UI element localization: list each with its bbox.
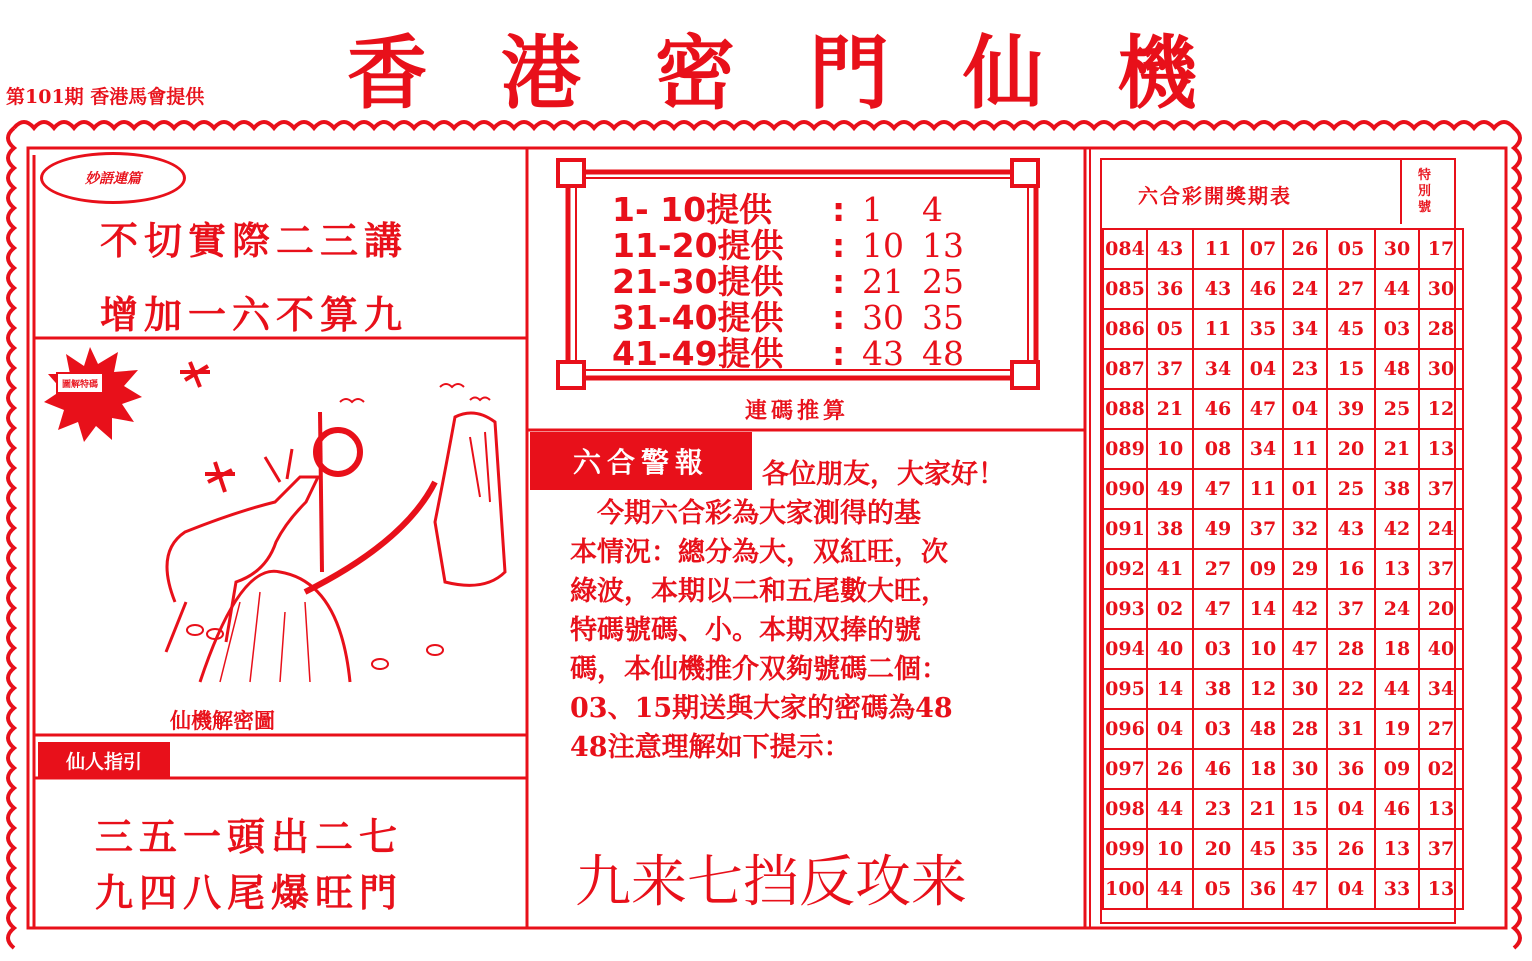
number-cell: 38 bbox=[1147, 509, 1193, 549]
range-label: 41-49提供 bbox=[612, 334, 784, 373]
table-row bbox=[1103, 469, 1463, 509]
number-cell: 27 bbox=[1193, 549, 1243, 589]
issue-cell: 094 bbox=[1103, 629, 1147, 669]
range-label: 21-30提供 bbox=[612, 262, 784, 301]
number-cell: 30 bbox=[1375, 229, 1419, 269]
guide-line-1: 三五一頭出二七 bbox=[95, 814, 404, 859]
table-row bbox=[1103, 589, 1463, 629]
number-cell: 39 bbox=[1327, 389, 1375, 429]
issue-cell: 093 bbox=[1103, 589, 1147, 629]
number-cell: 04 bbox=[1147, 709, 1193, 749]
number-cell: 37 bbox=[1147, 349, 1193, 389]
table-row bbox=[1103, 629, 1463, 669]
range-value-b: 48 bbox=[922, 334, 964, 373]
title-char: 門 bbox=[809, 26, 889, 120]
number-cell: 31 bbox=[1327, 709, 1375, 749]
range-row bbox=[612, 300, 982, 336]
issue-cell: 089 bbox=[1103, 429, 1147, 469]
table-row bbox=[1103, 269, 1463, 309]
number-cell: 28 bbox=[1283, 709, 1327, 749]
paragraph-line: 特碼號碼、小。本期双捧的號 bbox=[570, 615, 921, 646]
number-cell: 02 bbox=[1419, 749, 1463, 789]
number-cell: 46 bbox=[1193, 389, 1243, 429]
number-cell: 41 bbox=[1147, 549, 1193, 589]
number-cell: 01 bbox=[1283, 469, 1327, 509]
issue-cell: 096 bbox=[1103, 709, 1147, 749]
range-colon: : bbox=[832, 190, 846, 229]
number-cell: 11 bbox=[1243, 469, 1283, 509]
image-badge: 圖解特碼 bbox=[56, 372, 104, 394]
guide-line-2: 九四八尾爆旺門 bbox=[95, 870, 404, 915]
issue-cell: 085 bbox=[1103, 269, 1147, 309]
number-cell: 15 bbox=[1283, 789, 1327, 829]
number-cell: 47 bbox=[1283, 869, 1327, 909]
number-cell: 24 bbox=[1375, 589, 1419, 629]
number-cell: 17 bbox=[1419, 229, 1463, 269]
number-cell: 37 bbox=[1243, 509, 1283, 549]
number-cell: 36 bbox=[1243, 869, 1283, 909]
number-cell: 37 bbox=[1419, 469, 1463, 509]
issue-cell: 087 bbox=[1103, 349, 1147, 389]
number-cell: 03 bbox=[1375, 309, 1419, 349]
number-cell: 44 bbox=[1375, 669, 1419, 709]
number-cell: 05 bbox=[1327, 229, 1375, 269]
table-row bbox=[1103, 789, 1463, 829]
number-cell: 30 bbox=[1283, 749, 1327, 789]
number-cell: 47 bbox=[1193, 589, 1243, 629]
table-row bbox=[1103, 229, 1463, 269]
paragraph-line: 綠波，本期以二和五尾數大旺， bbox=[570, 576, 948, 607]
number-cell: 26 bbox=[1327, 829, 1375, 869]
number-cell: 25 bbox=[1327, 469, 1375, 509]
number-cell: 08 bbox=[1193, 429, 1243, 469]
number-cell: 15 bbox=[1327, 349, 1375, 389]
ranges-list bbox=[612, 192, 982, 372]
paragraph-line: 48注意理解如下提示： bbox=[570, 732, 851, 763]
history-title: 六合彩開獎期表 bbox=[1138, 184, 1292, 208]
number-cell: 16 bbox=[1327, 549, 1375, 589]
number-cell: 42 bbox=[1375, 509, 1419, 549]
number-cell: 34 bbox=[1193, 349, 1243, 389]
history-table bbox=[1102, 228, 1464, 910]
issue-cell: 092 bbox=[1103, 549, 1147, 589]
number-cell: 05 bbox=[1193, 869, 1243, 909]
range-row bbox=[612, 228, 982, 264]
number-cell: 46 bbox=[1243, 269, 1283, 309]
number-cell: 37 bbox=[1327, 589, 1375, 629]
number-cell: 13 bbox=[1375, 549, 1419, 589]
table-row bbox=[1103, 509, 1463, 549]
number-cell: 22 bbox=[1327, 669, 1375, 709]
number-cell: 23 bbox=[1193, 789, 1243, 829]
issue-cell: 100 bbox=[1103, 869, 1147, 909]
number-cell: 03 bbox=[1193, 629, 1243, 669]
range-value-a: 21 bbox=[862, 262, 904, 301]
issue-cell: 097 bbox=[1103, 749, 1147, 789]
paragraph-line: 03、15期送與大家的密碼為48 bbox=[570, 693, 953, 724]
image-caption: 仙機解密圖 bbox=[170, 708, 275, 733]
number-cell: 32 bbox=[1283, 509, 1327, 549]
number-cell: 10 bbox=[1147, 429, 1193, 469]
number-cell: 34 bbox=[1243, 429, 1283, 469]
number-cell: 05 bbox=[1147, 309, 1193, 349]
range-value-a: 10 bbox=[862, 226, 904, 265]
table-row bbox=[1103, 669, 1463, 709]
number-cell: 43 bbox=[1327, 509, 1375, 549]
number-cell: 35 bbox=[1283, 829, 1327, 869]
number-cell: 24 bbox=[1419, 509, 1463, 549]
number-cell: 46 bbox=[1375, 789, 1419, 829]
range-row bbox=[612, 336, 982, 372]
number-cell: 11 bbox=[1283, 429, 1327, 469]
number-cell: 35 bbox=[1243, 309, 1283, 349]
range-value-a: 30 bbox=[862, 298, 904, 337]
number-cell: 19 bbox=[1375, 709, 1419, 749]
number-cell: 29 bbox=[1283, 549, 1327, 589]
number-cell: 33 bbox=[1375, 869, 1419, 909]
number-cell: 02 bbox=[1147, 589, 1193, 629]
number-cell: 12 bbox=[1243, 669, 1283, 709]
number-cell: 43 bbox=[1147, 229, 1193, 269]
number-cell: 14 bbox=[1147, 669, 1193, 709]
number-cell: 10 bbox=[1147, 829, 1193, 869]
number-cell: 13 bbox=[1419, 789, 1463, 829]
illustration bbox=[40, 342, 520, 702]
number-cell: 28 bbox=[1419, 309, 1463, 349]
range-value-b: 4 bbox=[922, 190, 943, 229]
number-cell: 43 bbox=[1193, 269, 1243, 309]
range-colon: : bbox=[832, 226, 846, 265]
number-cell: 34 bbox=[1419, 669, 1463, 709]
range-colon: : bbox=[832, 298, 846, 337]
number-cell: 26 bbox=[1147, 749, 1193, 789]
issue-cell: 088 bbox=[1103, 389, 1147, 429]
number-cell: 27 bbox=[1327, 269, 1375, 309]
number-cell: 34 bbox=[1283, 309, 1327, 349]
issue-cell: 098 bbox=[1103, 789, 1147, 829]
number-cell: 30 bbox=[1419, 349, 1463, 389]
number-cell: 24 bbox=[1283, 269, 1327, 309]
number-cell: 38 bbox=[1375, 469, 1419, 509]
guide-tag: 仙人指引 bbox=[38, 742, 170, 778]
number-cell: 26 bbox=[1283, 229, 1327, 269]
number-cell: 21 bbox=[1147, 389, 1193, 429]
issue-label: 第101期 香港馬會提供 bbox=[6, 86, 205, 108]
table-row bbox=[1103, 349, 1463, 389]
table-row bbox=[1103, 869, 1463, 909]
number-cell: 04 bbox=[1327, 869, 1375, 909]
range-value-b: 25 bbox=[922, 262, 964, 301]
number-cell: 21 bbox=[1375, 429, 1419, 469]
hint-text: 九来七挡反攻来 bbox=[575, 850, 967, 915]
number-cell: 49 bbox=[1193, 509, 1243, 549]
special-label: 特別號 bbox=[1418, 168, 1432, 215]
number-cell: 09 bbox=[1375, 749, 1419, 789]
table-row bbox=[1103, 709, 1463, 749]
number-cell: 21 bbox=[1243, 789, 1283, 829]
paragraph-line: 今期六合彩為大家測得的基 bbox=[570, 498, 921, 529]
number-cell: 37 bbox=[1419, 829, 1463, 869]
greeting: 各位朋友，大家好！ bbox=[762, 459, 1005, 490]
riddle-line-2: 增加一六不算九 bbox=[100, 292, 409, 337]
alert-paragraph bbox=[570, 494, 953, 767]
number-cell: 48 bbox=[1243, 709, 1283, 749]
range-value-a: 1 bbox=[862, 190, 883, 229]
number-cell: 20 bbox=[1419, 589, 1463, 629]
table-row bbox=[1103, 549, 1463, 589]
issue-cell: 099 bbox=[1103, 829, 1147, 869]
table-row bbox=[1103, 389, 1463, 429]
number-cell: 47 bbox=[1283, 629, 1327, 669]
number-cell: 13 bbox=[1419, 869, 1463, 909]
title-char: 香 bbox=[347, 26, 427, 120]
range-colon: : bbox=[832, 262, 846, 301]
range-value-b: 35 bbox=[922, 298, 964, 337]
number-cell: 38 bbox=[1193, 669, 1243, 709]
issue-cell: 095 bbox=[1103, 669, 1147, 709]
table-row bbox=[1103, 429, 1463, 469]
range-colon: : bbox=[832, 334, 846, 373]
number-cell: 46 bbox=[1193, 749, 1243, 789]
number-cell: 14 bbox=[1243, 589, 1283, 629]
number-cell: 04 bbox=[1283, 389, 1327, 429]
number-cell: 40 bbox=[1147, 629, 1193, 669]
title-char: 港 bbox=[501, 26, 581, 120]
number-cell: 36 bbox=[1147, 269, 1193, 309]
number-cell: 28 bbox=[1327, 629, 1375, 669]
number-cell: 11 bbox=[1193, 309, 1243, 349]
title-char: 機 bbox=[1117, 26, 1197, 120]
paragraph-line: 碼，本仙機推介双夠號碼二個： bbox=[570, 654, 948, 685]
range-label: 1- 10提供 bbox=[612, 190, 773, 229]
number-cell: 11 bbox=[1193, 229, 1243, 269]
number-cell: 13 bbox=[1375, 829, 1419, 869]
range-value-a: 43 bbox=[862, 334, 904, 373]
number-cell: 04 bbox=[1243, 349, 1283, 389]
number-cell: 18 bbox=[1243, 749, 1283, 789]
number-cell: 18 bbox=[1375, 629, 1419, 669]
number-cell: 44 bbox=[1375, 269, 1419, 309]
number-cell: 10 bbox=[1243, 629, 1283, 669]
number-cell: 42 bbox=[1283, 589, 1327, 629]
number-cell: 36 bbox=[1327, 749, 1375, 789]
number-cell: 47 bbox=[1193, 469, 1243, 509]
range-label: 31-40提供 bbox=[612, 298, 784, 337]
number-cell: 30 bbox=[1283, 669, 1327, 709]
range-label: 11-20提供 bbox=[612, 226, 784, 265]
number-cell: 03 bbox=[1193, 709, 1243, 749]
number-cell: 45 bbox=[1327, 309, 1375, 349]
range-row bbox=[612, 192, 982, 228]
table-row bbox=[1103, 829, 1463, 869]
number-cell: 48 bbox=[1375, 349, 1419, 389]
number-cell: 25 bbox=[1375, 389, 1419, 429]
title-char: 仙 bbox=[963, 26, 1043, 120]
number-cell: 20 bbox=[1193, 829, 1243, 869]
number-cell: 23 bbox=[1283, 349, 1327, 389]
issue-cell: 090 bbox=[1103, 469, 1147, 509]
range-value-b: 13 bbox=[922, 226, 964, 265]
issue-cell: 084 bbox=[1103, 229, 1147, 269]
ranges-caption: 連碼推算 bbox=[745, 398, 850, 424]
paragraph-line: 本情況：總分為大，双紅旺，次 bbox=[570, 537, 948, 568]
number-cell: 44 bbox=[1147, 789, 1193, 829]
number-cell: 45 bbox=[1243, 829, 1283, 869]
issue-cell: 091 bbox=[1103, 509, 1147, 549]
number-cell: 49 bbox=[1147, 469, 1193, 509]
oval-badge: 妙語連篇 bbox=[40, 152, 186, 204]
number-cell: 13 bbox=[1419, 429, 1463, 469]
number-cell: 37 bbox=[1419, 549, 1463, 589]
number-cell: 07 bbox=[1243, 229, 1283, 269]
number-cell: 27 bbox=[1419, 709, 1463, 749]
alert-tag: 六合警報 bbox=[530, 432, 752, 490]
number-cell: 47 bbox=[1243, 389, 1283, 429]
number-cell: 04 bbox=[1327, 789, 1375, 829]
number-cell: 09 bbox=[1243, 549, 1283, 589]
number-cell: 40 bbox=[1419, 629, 1463, 669]
number-cell: 20 bbox=[1327, 429, 1375, 469]
number-cell: 30 bbox=[1419, 269, 1463, 309]
history-table-wrap bbox=[1102, 228, 1464, 910]
title-char: 密 bbox=[655, 26, 735, 120]
number-cell: 12 bbox=[1419, 389, 1463, 429]
table-row bbox=[1103, 749, 1463, 789]
riddle-line-1: 不切實際二三講 bbox=[100, 218, 409, 263]
range-row bbox=[612, 264, 982, 300]
table-row bbox=[1103, 309, 1463, 349]
number-cell: 44 bbox=[1147, 869, 1193, 909]
issue-cell: 086 bbox=[1103, 309, 1147, 349]
